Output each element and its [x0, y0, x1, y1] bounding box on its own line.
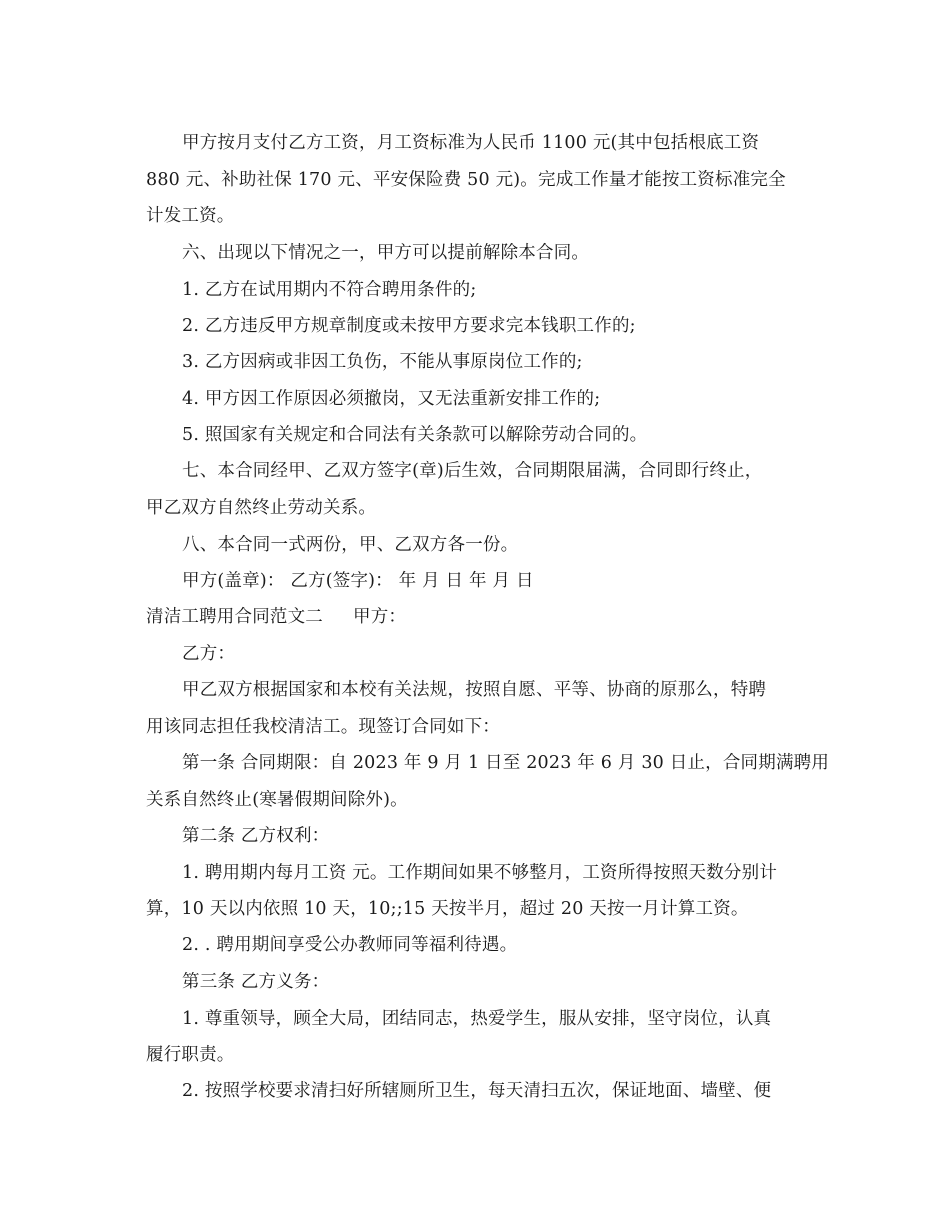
signature-line: 甲方(盖章)： 乙方(签字)： 年 月 日 年 月 日 — [182, 571, 534, 591]
text-line: 2. 乙方违反甲方规章制度或未按甲方要求完本钱职工作的; — [182, 316, 636, 336]
text-line: 1. 尊重领导，顾全大局，团结同志，热爱学生，服从安排，坚守岗位，认真 — [182, 1009, 772, 1029]
article-heading: 第二条 乙方权利： — [182, 826, 330, 846]
text-line: 甲方按月支付乙方工资，月工资标准为人民币 1100 元(其中包括根底工资 — [182, 133, 760, 153]
text-line: 5. 照国家有关规定和合同法有关条款可以解除劳动合同的。 — [182, 425, 648, 445]
party-a-label: 甲方： — [353, 607, 407, 627]
text-line: 算，10 天以内依照 10 天，10;;15 天按半月，超过 20 天按一月计算工资。 — [146, 899, 749, 919]
text-line: 3. 乙方因病或非因工负伤，不能从事原岗位工作的; — [182, 352, 583, 372]
text-line: 1. 聘用期内每月工资 元。工作期间如果不够整月，工资所得按照天数分别计 — [182, 863, 778, 883]
text-line: 七、本合同经甲、乙双方签字(章)后生效，合同期限届满，合同即行终止， — [182, 461, 763, 481]
text-line: 1. 乙方在试用期内不符合聘用条件的; — [182, 280, 477, 300]
text-line: 甲乙双方根据国家和本校有关法规，按照自愿、平等、协商的原那么，特聘 — [182, 680, 767, 700]
text-line: 八、本合同一式两份，甲、乙双方各一份。 — [182, 535, 519, 555]
text-line: 第一条 合同期限：自 2023 年 9 月 1 日至 2023 年 6 月 30 日止，合同期满聘用 — [182, 753, 830, 773]
text-line: 履行职责。 — [146, 1045, 235, 1065]
text-line: 六、出现以下情况之一，甲方可以提前解除本合同。 — [182, 243, 590, 263]
section-title: 清洁工聘用合同范文二 — [146, 607, 323, 627]
text-line: 4. 甲方因工作原因必须撤岗，又无法重新安排工作的; — [182, 389, 601, 409]
text-line: 甲乙双方自然终止劳动关系。 — [146, 498, 377, 518]
section-heading-line — [146, 606, 406, 628]
text-line: 880 元、补助社保 170 元、平安保险费 50 元)。完成工作量才能按工资标准完全 — [146, 170, 786, 190]
party-b-label: 乙方： — [182, 644, 236, 664]
text-line: 2. . 聘用期间享受公办教师同等福利待遇。 — [182, 935, 518, 955]
text-line: 2. 按照学校要求清扫好所辖厕所卫生，每天清扫五次，保证地面、墙壁、便 — [182, 1081, 772, 1101]
text-line: 关系自然终止(寒暑假期间除外)。 — [146, 790, 408, 810]
text-line: 计发工资。 — [146, 206, 235, 226]
text-line: 用该同志担任我校清洁工。现签订合同如下： — [146, 717, 500, 737]
article-heading: 第三条 乙方义务： — [182, 972, 330, 992]
